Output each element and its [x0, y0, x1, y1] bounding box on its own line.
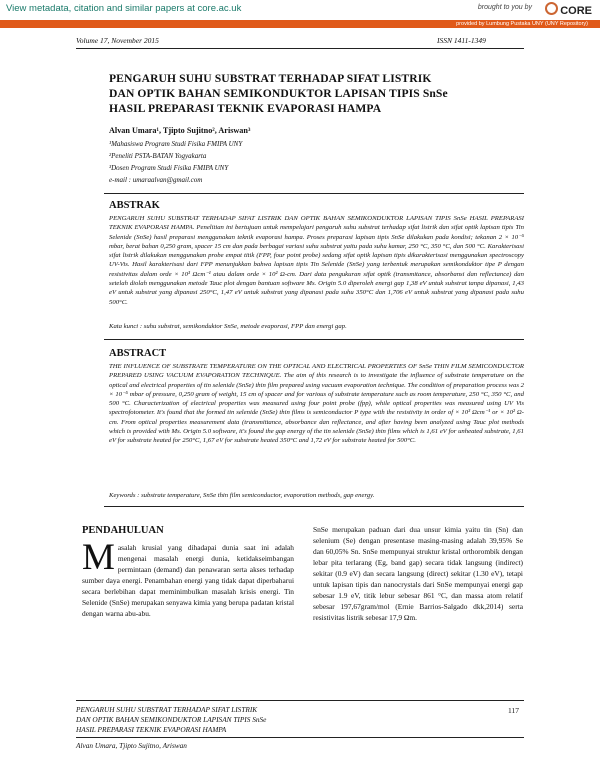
title-line: PENGARUH SUHU SUBSTRAT TERHADAP SIFAT LISTRIK — [109, 72, 432, 85]
author-email[interactable]: e-mail : umaraalvan@gmail.com — [109, 176, 203, 184]
header-rule — [76, 48, 524, 49]
abstract-heading: ABSTRACT — [109, 348, 167, 359]
provider-link[interactable]: provided by Lumbung Pustaka UNY (UNY Repository) — [456, 21, 588, 27]
abstrak-heading: ABSTRAK — [109, 200, 160, 211]
core-metadata-link[interactable]: View metadata, citation and similar papers at core.ac.uk — [6, 3, 242, 14]
footer-title-line: HASIL PREPARASI TEKNIK EVAPORASI HAMPA — [76, 725, 227, 734]
footer-authors: Alvan Umara, Tjipto Sujitno, Ariswan — [76, 741, 187, 750]
core-logo-text: CORE — [560, 5, 592, 17]
title-line: HASIL PREPARASI TEKNIK EVAPORASI HAMPA — [109, 102, 382, 115]
journal-issn: ISSN 1411-1349 — [437, 36, 486, 45]
affiliation: ¹Mahasiswa Program Studi Fisika FMIPA UNY — [109, 140, 243, 148]
pendahuluan-heading: PENDAHULUAN — [82, 525, 164, 536]
paper-title — [109, 71, 529, 116]
pendahuluan-left-column — [82, 537, 294, 619]
abstract-text: THE INFLUENCE OF SUBSTRATE TEMPERATURE ON THE OPTICAL AND ELECTRICAL PROPERTIES OF SnSe THIN FILM SEMICONDUCTOR PREPARED USING VACUUM EVAPORATION TECHNIQUE. The aim of this research is to investigate the influence of substrate temperature on the optical and electrical properties of tin selenide (SnSe) thin film prepared using vacuum evaporation technique. The condition of preparation process was 2 × 10⁻⁵ mbar of pressure, 0,250 gram of weight, 15 cm of spacer and for various of substrate temperature such as room temperature, 250 °C, 350 °C, and 500 °C. Characterization of electrical properties was measured using four point probe (fpp), while optical properties was measured using UV Vis spectrofotometer. It's found that the formed tin selenide (SnSe) thin films is semiconductor P type with the resistivity in order of × 10³ Ωcm⁻¹ or × 10² Ω-cm. From optical properties measurement data (transmittance, absorbance dan reflectance, and after having been analyzed using Tauc plot methods which is provided with Ms. Origin 5.0 software, it's found the gap energy of the tin selenide (SnSe) thin films which is 1,61 eV for unheated substrate, 1,61 eV for substrate heated for 250°C, 1,67 eV for substrate heated 350°C and 1,72 eV for substrate heated for 500°C. — [109, 363, 524, 445]
affiliation: ²Peneliti PSTA-BATAN Yogyakarta — [109, 152, 207, 160]
author-list: Alvan Umara¹, Tjipto Sujitno², Ariswan³ — [109, 126, 251, 135]
journal-volume: Volume 17, November 2015 — [76, 36, 159, 45]
footer-rule — [76, 737, 524, 738]
section-rule — [104, 193, 524, 194]
footer-title-line: DAN OPTIK BAHAN SEMIKONDUKTOR LAPISAN TIPIS SnSe — [76, 715, 267, 724]
brought-to-you-by: brought to you by — [477, 4, 532, 11]
footer-rule — [76, 700, 524, 701]
pendahuluan-right-column — [313, 524, 523, 623]
title-line: DAN OPTIK BAHAN SEMIKONDUKTOR LAPISAN TIPIS SnSe — [109, 87, 448, 100]
pendahuluan-right-text: SnSe merupakan paduan dari dua unsur kimia yaitu tin (Sn) dan selenium (Se) dengan presentase masing-masing adalah 39,95% Se dan 60,05% Sn. SnSe mempunyai struktur kristal orthorombik dengan lebar pita terlarang (Eg, band gap) secara tidak langsung (indirect) sekitar (0.9 eV) dan secara langsung (direct) sekitar (1.30 eV), tetapi untuk lapisan tipis dan nanocrystals dari SnSe mempunyai energi gap sebesar 1.9 eV, titik lebur sebesar 861 °C, dan massa atom relatif sebesar 197,67gram/mol (Ernie Barrios-Salgado dkk,2014) serta resistivitas listrik sebesar 17,9 Ωm. — [313, 525, 523, 622]
footer-title-line: PENGARUH SUHU SUBSTRAT TERHADAP SIFAT LISTRIK — [76, 705, 258, 714]
core-logo[interactable] — [545, 2, 592, 17]
abstract-keywords: Keywords : substrate temperature, SnSe thin film semiconductor, evaporation methods, gap energy. — [109, 492, 375, 499]
section-rule — [104, 339, 524, 340]
abstrak-text: PENGARUH SUHU SUBSTRAT TERHADAP SIFAT LISTRIK DAN OPTIK BAHAN SEMIKONDUKTOR LAPISAN TIPIS SnSe HASIL PREPARASI TEKNIK EVAPORASI HAMPA. Penelitian ini bertujuan untuk mempelajari pengaruh suhu substrat terhadap sifat listrik dan sifat optik lapisan tipis Tin Selenide (SnSe) hasil preparasi menggunakan teknik evaporasi hampa. Proses preparasi lapisan tipis SnSe dilakukan pada kondisi; tekanan 2 × 10⁻⁵ mbar, berat bahan 0,250 gram, spacer 15 cm dan pada berbagai variasi suhu substrat yaitu pada suhu kamar, 250 °C, 350 °C, dan 500 °C. Karakterisasi sifat listrik dilakukan menggunakan probe empat titik (FPP, four point probe) sedang sifat optik lapisan tipis dikarakterisasi menggunakan spectroscopy UV-Vis. Hasil karakterisasi dari FPP menunjukkan bahwa lapisan tipis Tin Selenide (SnSe) yang terbentuk merupakan semikonduktor tipe P dengan resistivitas dalam orde × 10³ Ωcm⁻¹ atau dalam orde × 10² Ω-cm. Dari data pengukuran sifat optik (transmitance, absorbansi dan reflectance) dan setelah diolah menggunakan metode Tauc plot dengan bantuan software Ms. Origin 5.0 diperoleh energi gap 1,38 eV untuk substrat tanpa dipanasi, 1,43 eV untuk substrat yang dipanasi 250°C, 1,47 eV untuk substrat yang dipanasi pada suhu 350°C dan 1,706 eV untuk substrat yang dipanasi pada suhu 500°C. — [109, 215, 524, 306]
abstrak-keywords: Kata kunci : suhu substrat, semikonduktor SnSe, metode evaporasi, FPP dan energi gap. — [109, 323, 347, 330]
page-number: 117 — [508, 706, 519, 715]
core-logo-icon — [545, 2, 558, 15]
section-rule — [104, 506, 524, 507]
affiliation: ³Dosen Program Studi Fisika FMIPA UNY — [109, 164, 229, 172]
pendahuluan-left-text: asalah krusial yang dihadapai dunia saat ini adalah mengenai masalah energi dunia, ketidakseimbangan permintaan (demand) dan penawaran serta akses terhadap sumber daya energi. Penambahan energi yang tidak dapat diperbaharui secara berlebihan dapat meminimbulkan masalah krisis energi. Tin Selenide (SnSe) merupakan senyawa kimia yang berupa padatan kristal dengan warna abu-abu. — [82, 543, 294, 618]
core-banner — [0, 0, 600, 22]
drop-cap: M — [82, 537, 115, 578]
